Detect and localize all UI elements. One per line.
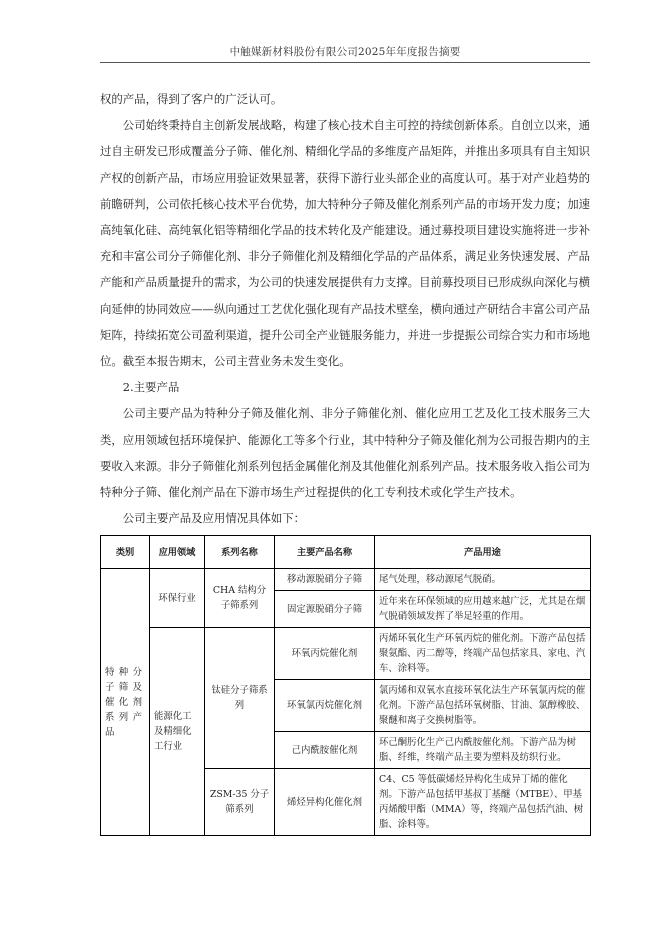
header-usage: 产品用途 xyxy=(375,536,591,569)
paragraph-table-intro: 公司主要产品及应用情况具体如下： xyxy=(122,511,306,526)
paragraph-main-products: 公司主要产品为特种分子筛及催化剂、非分子筛催化剂、催化应用工艺及化工技术服务三大类，应用领域包括环境保护、能源化工等多个行业，其中特种分子筛及催化剂为公司报告期内的主要收入来源。非分子筛催化剂系列包括金属催化剂及其他催化剂系列产品。技术服务收入指公司为特种分子筛、催化剂产品在下游市场生产过程提供的化工专利技术或化学生产技术。 xyxy=(100,406,590,500)
table-row xyxy=(101,569,591,591)
cell-field-energy: 能源化工及精细化工行业 xyxy=(150,628,205,836)
header-field: 应用领域 xyxy=(150,536,205,569)
cell-usage: 近年来在环保领域的应用越来越广泛，尤其是在烟气脱硝领域发挥了举足轻重的作用。 xyxy=(375,591,591,628)
cell-series-ts: 钛硅分子筛系列 xyxy=(205,628,275,769)
header-rule xyxy=(100,62,590,63)
cell-usage: 环己酮肟化生产己内酰胺催化剂。下游产品为树脂、纤维，终端产品主要为塑料及纺织行业。 xyxy=(375,732,591,769)
page-header: 中触媒新材料股份有限公司2025年年度报告摘要 xyxy=(229,46,461,58)
cell-usage: 丙烯环氧化生产环氧丙烷的催化剂。下游产品包括聚氨酯、丙二醇等，终端产品包括家具、家电、汽车、涂料等。 xyxy=(375,628,591,680)
section-heading-main-products: 2.主要产品 xyxy=(122,380,180,395)
table-row xyxy=(101,628,591,680)
document-body xyxy=(100,86,590,836)
header-category: 类别 xyxy=(101,536,150,569)
paragraph-innovation: 公司始终秉持自主创新发展战略，构建了核心技术自主可控的持续创新体系。自创立以来，通过自主研发已形成覆盖分子筛、催化剂、精细化学品的多维度产品矩阵，并推出多项具有自主知识产权的创新产品，市场应用验证效果显著，获得下游行业头部企业的高度认可。基于对产业趋势的前瞻研判，公司依托核心技术平台优势，加大特种分子筛及催化剂系列产品的市场开发力度；加速高纯氧化硅、高纯氧化铝等精细化学品的技术转化及产能建设。通过募投项目建设实施将进一步补充和丰富公司分子筛催化剂、非分子筛催化剂及精细化学品的产品体系，满足业务快速发展、产品产能和产品质量提升的需求，为公司的快速发展提供有力支撑。目前募投项目已形成纵向深化与横向延伸的协同效应——纵向通过工艺优化强化现有产品技术壁垒，横向通过产研结合丰富公司产品矩阵，持续拓宽公司盈利渠道，提升公司全产业链服务能力，并进一步提振公司综合实力和市场地位。截至本报告期末，公司主营业务未发生变化。 xyxy=(100,118,590,369)
cell-usage: 尾气处理，移动源尾气脱硝。 xyxy=(375,569,591,591)
products-table xyxy=(100,535,591,836)
cell-product: 烯烃异构化催化剂 xyxy=(275,769,375,836)
cell-product: 移动源脱硝分子筛 xyxy=(275,569,375,591)
table-header-row xyxy=(101,536,591,569)
cell-product: 固定源脱硝分子筛 xyxy=(275,591,375,628)
cell-usage: C4、C5 等低碳烯烃异构化生成异丁烯的催化剂。下游产品包括甲基叔丁基醚（MTBE）、甲基丙烯酸甲酯（MMA）等，终端产品包括汽油、树脂、涂料等。 xyxy=(375,769,591,836)
cell-product: 环氧氯丙烷催化剂 xyxy=(275,680,375,732)
cell-field-env: 环保行业 xyxy=(150,569,205,628)
cell-series-cha: CHA 结构分子筛系列 xyxy=(205,569,275,628)
cell-product: 己内酰胺催化剂 xyxy=(275,732,375,769)
header-product: 主要产品名称 xyxy=(275,536,375,569)
header-series: 系列名称 xyxy=(205,536,275,569)
cell-series-zsm: ZSM-35 分子筛系列 xyxy=(205,769,275,836)
paragraph-continuation: 权的产品，得到了客户的广泛认可。 xyxy=(100,92,283,106)
cell-product: 环氧丙烷催化剂 xyxy=(275,628,375,680)
cell-category: 特种分子筛及催化剂系列产品 xyxy=(101,569,150,836)
cell-usage: 氯丙烯和双氧水直接环氧化法生产环氧氯丙烷的催化剂。下游产品包括环氧树脂、甘油、氯醇橡胶、聚醚和离子交换树脂等。 xyxy=(375,680,591,732)
